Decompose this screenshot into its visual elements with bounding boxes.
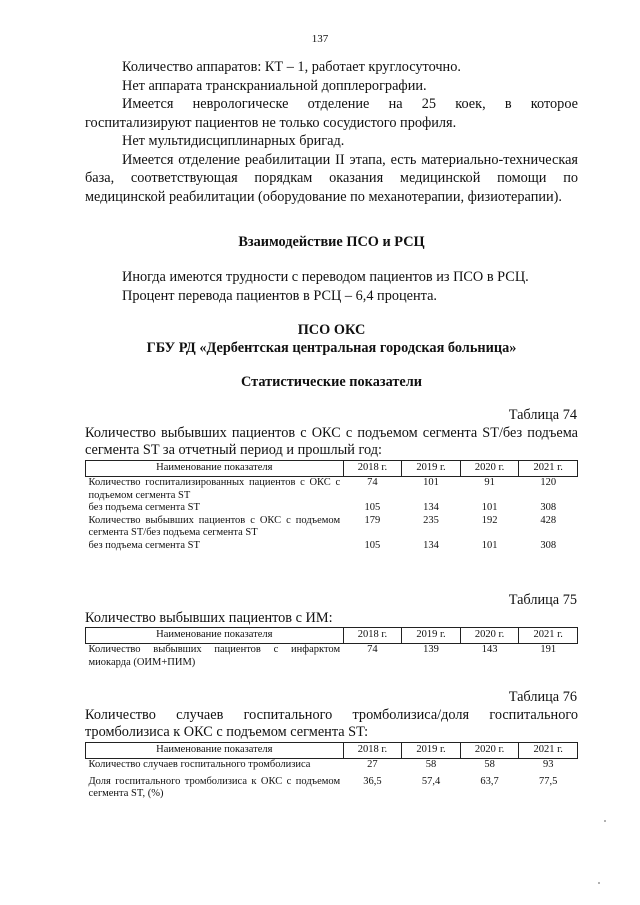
table-row	[86, 644, 578, 670]
value-cell: 235	[423, 514, 439, 526]
scan-speck	[598, 882, 600, 884]
value-cell: 36,5	[363, 775, 382, 787]
value-cell: 77,5	[539, 775, 558, 787]
header-cell: 2018 г.	[343, 628, 402, 644]
table-row	[86, 776, 578, 801]
value-cell: 139	[423, 644, 439, 655]
section1-text	[85, 268, 578, 305]
row-label: Количество госпитализированных пациентов с ОКС с подъемом сегмента ST	[88, 477, 341, 501]
value-cell: 179	[364, 514, 381, 526]
table-label: Таблица 74	[508, 407, 577, 423]
header-cell: 2021 г.	[519, 461, 578, 477]
value-cell: 308	[540, 502, 557, 513]
table-label: Таблица 75	[508, 592, 577, 608]
value-cell: 428	[540, 514, 557, 526]
table-row	[86, 477, 578, 503]
value-cell: 105	[364, 539, 381, 551]
hospital-title: ГБУ РД «Дербентская центральная городская больница»	[146, 340, 517, 356]
value-cell: 63,7	[480, 775, 499, 787]
value-cell: 192	[481, 514, 498, 526]
page-number: 137	[311, 33, 329, 45]
table-header-row	[86, 461, 578, 477]
table-74	[85, 460, 578, 552]
table-76	[85, 742, 578, 801]
header-cell: 2019 г.	[402, 628, 461, 644]
intro-paragraph: Нет мультидисциплинарных бригад.	[122, 133, 345, 149]
value-cell: 101	[481, 539, 498, 551]
row-label: без подъема сегмента ST	[88, 539, 200, 551]
value-cell: 57,4	[421, 775, 441, 787]
scan-speck	[604, 820, 606, 822]
value-cell: 74	[367, 477, 378, 488]
row-label: без подъема сегмента ST	[88, 502, 200, 513]
intro-paragraph: Имеется отделение реабилитации II этапа, есть материально-техническая база, соответствующая порядкам оказания медицинской помощи по медицинской реабилитации (оборудование по механотерапии, физиотерапии).	[85, 151, 578, 205]
value-cell: 134	[423, 502, 439, 513]
header-cell: 2021 г.	[519, 743, 578, 759]
value-cell: 105	[364, 502, 381, 513]
section-subtitle: Статистические показатели	[240, 374, 422, 390]
table-header-row	[86, 743, 578, 759]
header-cell: 2020 г.	[460, 461, 519, 477]
table-caption: Количество случаев госпитального тромболизиса/доля госпитального тромболизиса к ОКС с подъемом сегмента ST:	[85, 707, 578, 740]
value-cell: 101	[481, 502, 498, 513]
row-label: Количество выбывших пациентов с ОКС с подъемом сегмента ST/без подъема сегмента ST	[88, 514, 341, 538]
section1-paragraph: Процент перевода пациентов в РСЦ – 6,4 процента.	[122, 287, 437, 304]
table-caption: Количество выбывших пациентов с ИМ:	[85, 610, 333, 626]
header-cell: 2018 г.	[343, 743, 402, 759]
section1-paragraph: Иногда имеются трудности с переводом пациентов из ПСО в РСЦ.	[122, 269, 529, 285]
row-label: Количество выбывших пациентов с инфарктом миокарда (ОИМ+ПИМ)	[88, 644, 341, 668]
header-cell: Наименование показателя	[86, 628, 344, 644]
value-cell: 74	[367, 644, 378, 655]
value-cell: 120	[540, 477, 557, 488]
value-cell: 91	[484, 477, 495, 488]
header-cell: Наименование показателя	[86, 743, 344, 759]
intro-text	[85, 58, 578, 206]
value-cell: 58	[425, 759, 437, 770]
intro-paragraph: Нет аппарата транскраниальной допплерографии.	[122, 77, 427, 94]
intro-paragraph: Количество аппаратов: КТ – 1, работает круглосуточно.	[122, 59, 461, 75]
value-cell: 58	[484, 759, 495, 770]
header-cell: Наименование показателя	[86, 461, 344, 477]
value-cell: 308	[540, 539, 557, 551]
value-cell: 191	[540, 644, 557, 655]
section-title: ПСО ОКС	[297, 322, 366, 338]
section-title: Взаимодействие ПСО и РСЦ	[238, 234, 425, 250]
header-cell: 2020 г.	[460, 743, 519, 759]
table-label: Таблица 76	[508, 689, 577, 705]
value-cell: 93	[542, 759, 554, 770]
header-cell: 2018 г.	[343, 461, 402, 477]
table-75	[85, 627, 578, 669]
table-row	[86, 502, 578, 515]
header-cell: 2019 г.	[402, 743, 461, 759]
table-header-row	[86, 628, 578, 644]
row-label: Доля госпитального тромболизиса к ОКС с подъемом сегмента ST, (%)	[88, 775, 341, 799]
table-caption: Количество выбывших пациентов с ОКС с подъемом сегмента ST/без подъема сегмента ST за отчетный период и прошлый год:	[85, 425, 578, 458]
table-row	[86, 540, 578, 553]
header-cell: 2021 г.	[519, 628, 578, 644]
row-label: Количество случаев госпитального тромболизиса	[88, 759, 311, 770]
table-row	[86, 515, 578, 540]
value-cell: 27	[367, 759, 378, 770]
value-cell: 143	[481, 644, 498, 655]
table-row	[86, 759, 578, 772]
value-cell: 101	[423, 477, 439, 488]
intro-paragraph: Имеется неврологическе отделение на 25 коек, в которое госпитализируют пациентов не только сосудистого профиля.	[85, 96, 578, 131]
value-cell: 134	[423, 539, 439, 551]
header-cell: 2019 г.	[402, 461, 461, 477]
header-cell: 2020 г.	[460, 628, 519, 644]
